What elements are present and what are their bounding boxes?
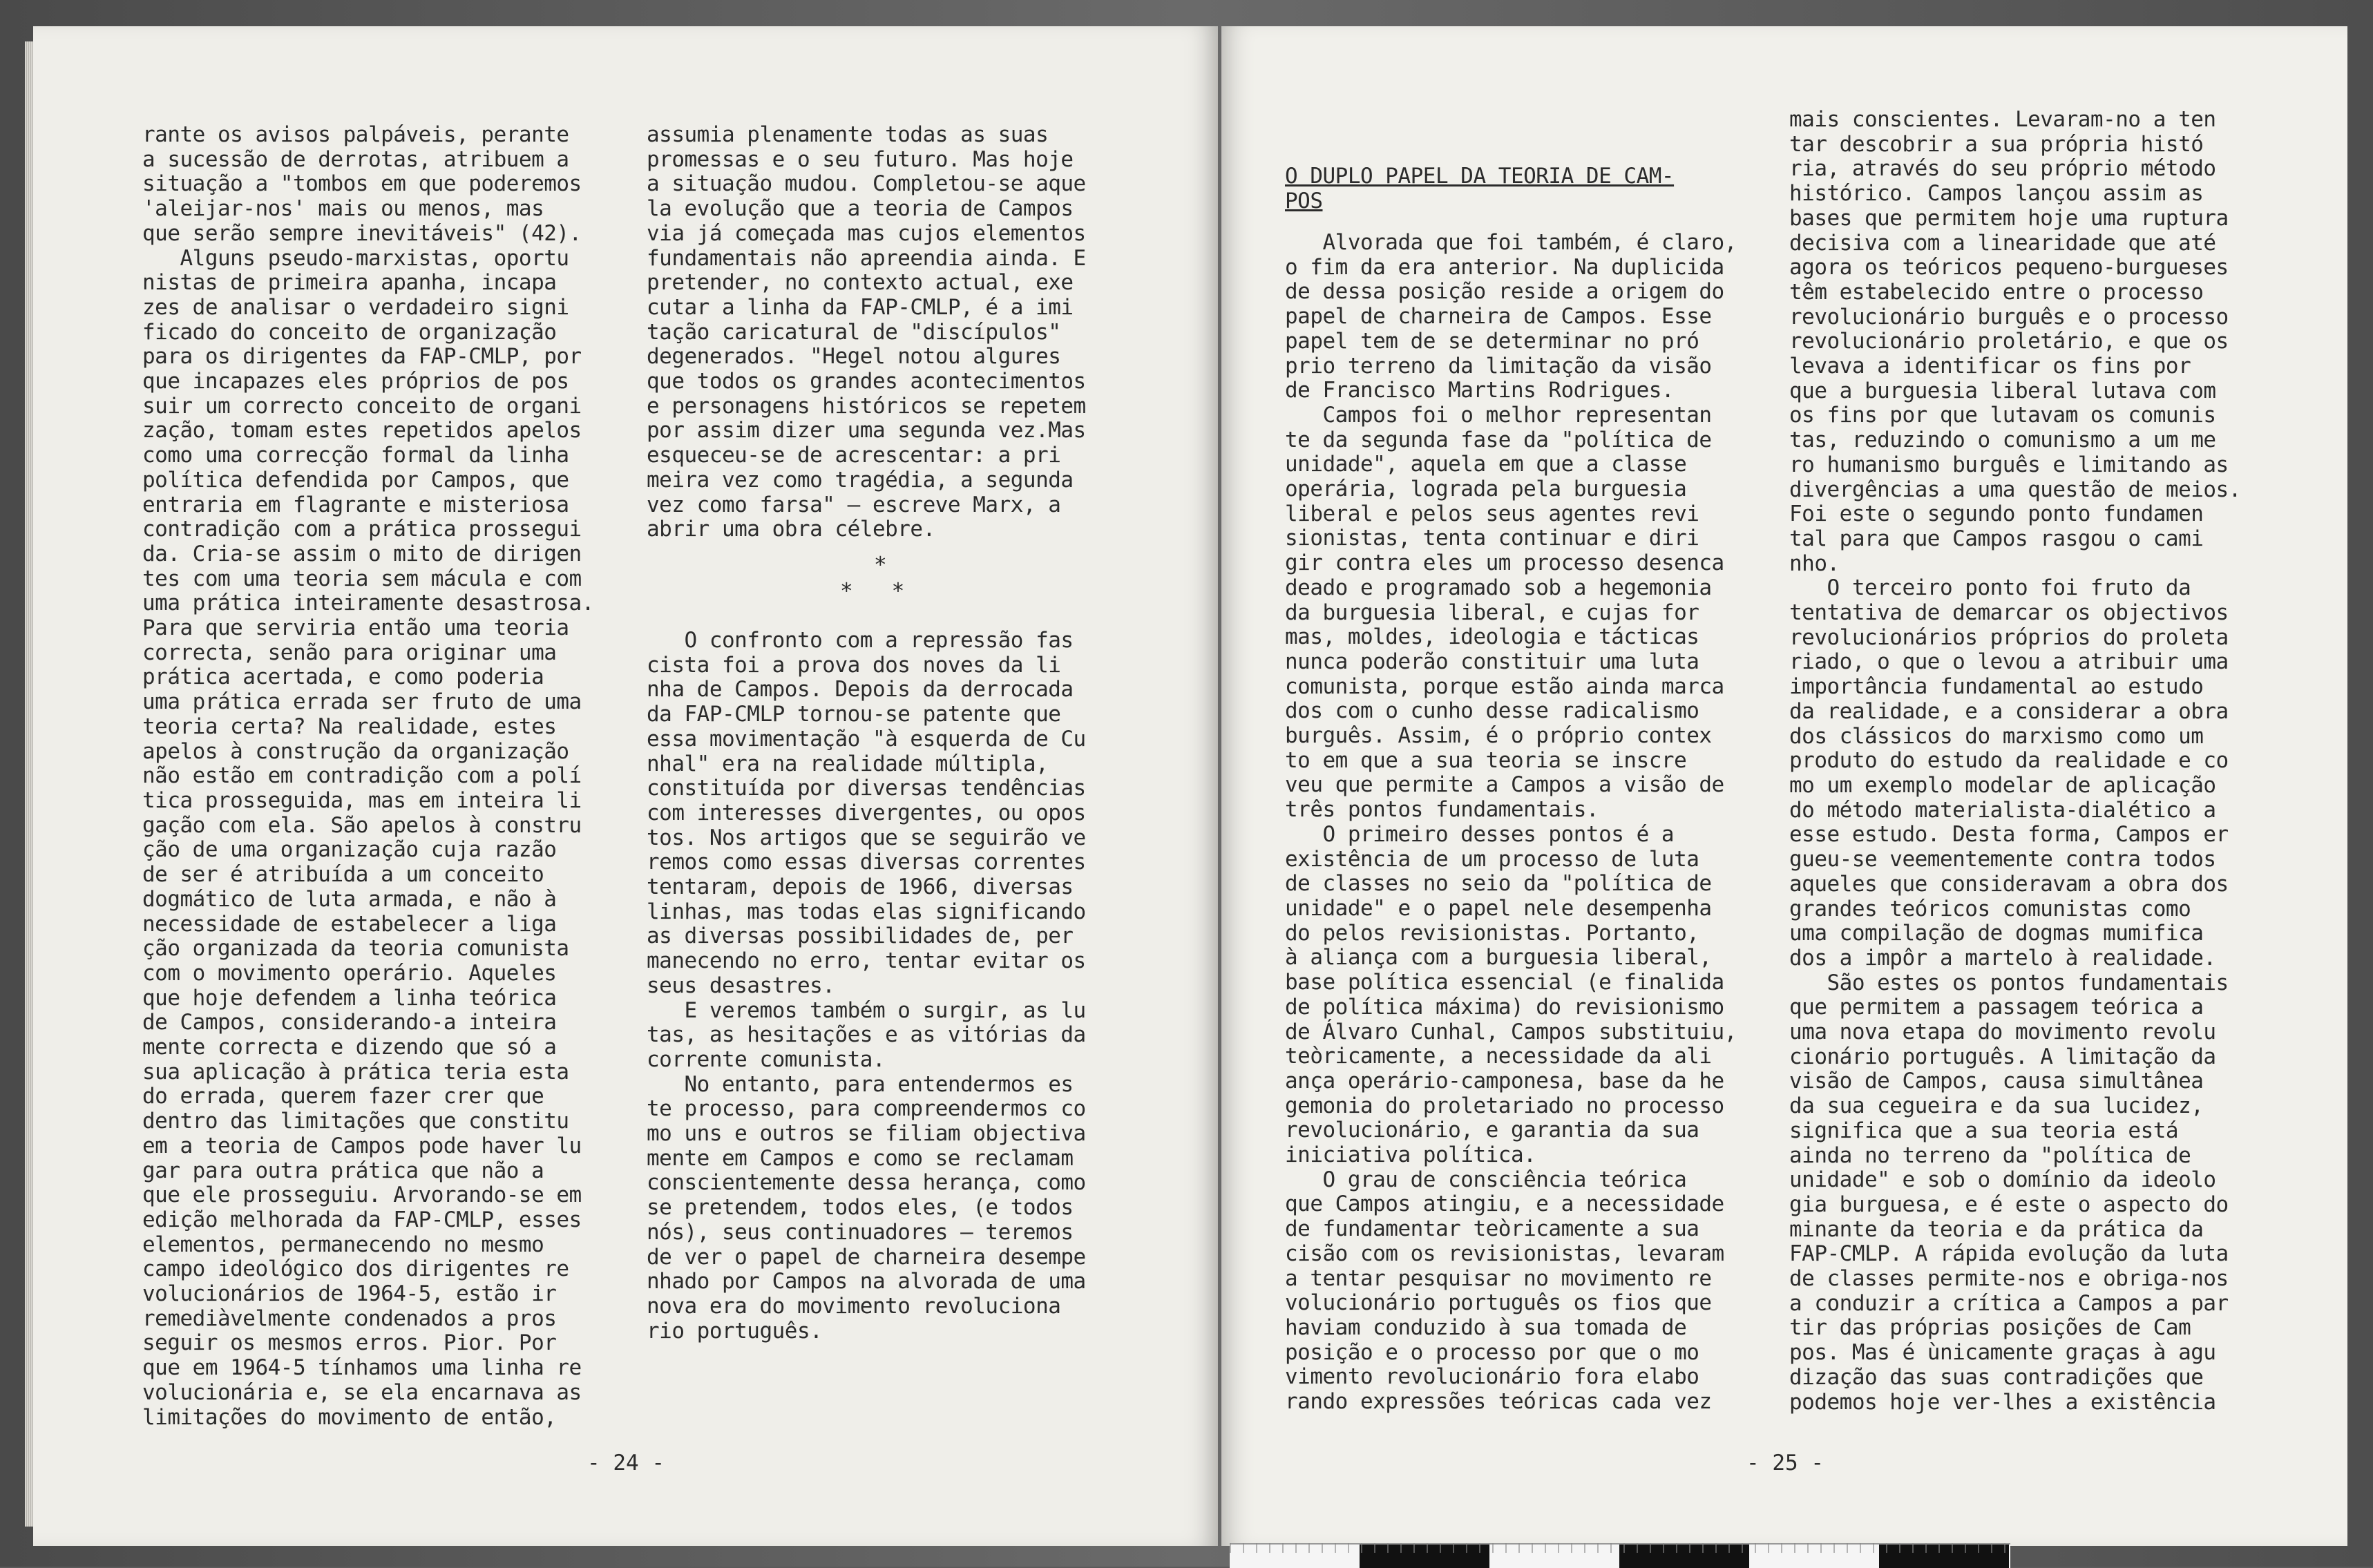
text-line: tas, reduzindo o comunismo a um me: [1789, 428, 2216, 453]
right-page: [1221, 26, 2347, 1546]
text-line: que em 1964-5 tínhamos uma linha re: [142, 1355, 582, 1381]
text-line: esse estudo. Desta forma, Campos er: [1789, 822, 2229, 848]
text-line: burguês. Assim, é o próprio contex: [1285, 723, 1712, 749]
text-line: ança operário-camponesa, base da he: [1285, 1068, 1724, 1093]
text-line: divergências a uma questão de meios.: [1789, 477, 2241, 502]
text-line: essa movimentação "à esquerda de Cu: [647, 726, 1086, 752]
text-line: edição melhorada da FAP-CMLP, esses: [142, 1207, 582, 1232]
text-line: que hoje defendem a linha teórica: [142, 985, 557, 1011]
text-line: to em que a sua teoria se inscre: [1285, 747, 1687, 773]
text-line: tos. Nos artigos que se seguirão ve: [647, 825, 1086, 850]
text-line: da realidade, e a considerar a obra: [1789, 698, 2229, 724]
text-line: pretender, no contexto actual, exe: [647, 270, 1074, 296]
text-line: elementos, permanecendo no mesmo: [142, 1232, 544, 1257]
section-title: [1285, 164, 1674, 213]
text-line: decisiva com a linearidade que até: [1789, 230, 2216, 256]
text-line: uma compilação de dogmas mumifica: [1789, 921, 2204, 946]
text-line: veu que permite a Campos a visão de: [1285, 772, 1724, 798]
text-line: grandes teóricos comunistas como: [1789, 896, 2191, 921]
text-line: de Álvaro Cunhal, Campos substituiu,: [1285, 1019, 1737, 1044]
right-column-2: [1789, 108, 2241, 1415]
text-line: e personagens históricos se repetem: [647, 393, 1086, 419]
text-line: situação a "tombos em que poderemos: [142, 171, 582, 197]
text-line: meira vez como tragédia, a segunda: [647, 467, 1074, 493]
text-line: unidade" e sob o domínio da ideolo: [1789, 1167, 2216, 1193]
text-line: correcta, senão para originar uma: [142, 640, 557, 665]
text-line: importância fundamental ao estudo: [1789, 674, 2204, 700]
text-line: teòricamente, a necessidade da ali: [1285, 1044, 1712, 1069]
text-line: limitações do movimento de então,: [142, 1404, 557, 1430]
text-line: vez como farsa" — escreve Marx, a: [647, 492, 1061, 517]
text-line: tação caricatural de "discípulos": [647, 319, 1061, 345]
text-line: entraria em flagrante e misteriosa: [142, 492, 569, 517]
right-column-1: [1285, 231, 1737, 1415]
text-line: tir das próprias posições de Cam: [1789, 1315, 2191, 1341]
text-line: ainda no terreno da "política de: [1789, 1142, 2191, 1168]
text-line: tentativa de demarcar os objectivos: [1789, 600, 2229, 626]
text-line: teoria certa? Na realidade, estes: [142, 714, 557, 739]
text-line: la evolução que a teoria de Campos: [647, 196, 1074, 222]
text-line: não estão em contradição com a polí: [142, 763, 582, 789]
text-line: dogmático de luta armada, e não à: [142, 886, 557, 912]
text-line: comunista, porque estão ainda marca: [1285, 673, 1724, 699]
text-line: a conduzir a crítica a Campos a par: [1789, 1290, 2229, 1316]
left-column-2a: [647, 123, 1086, 542]
text-line: significa que a sua teoria está: [1789, 1118, 2179, 1143]
text-line: nunca poderão constituir uma luta: [1285, 649, 1699, 674]
scale-ticks: [1230, 1543, 2010, 1553]
text-line: seguir os mesmos erros. Pior. Por: [142, 1330, 557, 1356]
text-line: nós), seus continuadores — teremos: [647, 1219, 1074, 1245]
text-line: mente em Campos e como se reclamam: [647, 1145, 1074, 1171]
text-line: rio português.: [647, 1318, 823, 1344]
text-line: o fim da era anterior. Na duplicida: [1285, 254, 1724, 280]
text-line: tas, as hesitações e as vitórias da: [647, 1022, 1086, 1048]
text-line: se pretendem, todos eles, (e todos: [647, 1195, 1074, 1221]
text-line: remediàvelmente condenados a pros: [142, 1306, 557, 1331]
text-line: gueu-se veementemente contra todos: [1789, 847, 2216, 872]
text-line: papel de charneira de Campos. Esse: [1285, 304, 1712, 329]
text-line: promessas e o seu futuro. Mas hoje: [647, 146, 1074, 172]
text-line: as diversas possibilidades de, per: [647, 924, 1074, 949]
text-line: abrir uma obra célebre.: [647, 517, 935, 542]
text-line: como uma correcção formal da linha: [142, 443, 569, 468]
text-line: necessidade de estabelecer a liga: [142, 911, 557, 937]
text-line: levava a identificar os fins por: [1789, 354, 2191, 379]
text-line: produto do estudo da realidade e co: [1789, 748, 2229, 774]
text-line: remos como essas diversas correntes: [647, 850, 1086, 875]
text-line: ria, através do seu próprio método: [1789, 156, 2216, 182]
text-line: política defendida por Campos, que: [142, 467, 569, 493]
text-line: volucionária e, se ela encarnava as: [142, 1379, 582, 1405]
text-line: de Campos, considerando-a inteira: [142, 1010, 557, 1035]
text-line: de Francisco Martins Rodrigues.: [1285, 378, 1675, 403]
text-line: base política essencial (e finalida: [1285, 970, 1724, 995]
text-line: manecendo no erro, tentar evitar os: [647, 948, 1086, 974]
text-line: riado, o que o levou a atribuir uma: [1789, 649, 2229, 675]
text-line: nhado por Campos na alvorada de uma: [647, 1269, 1086, 1294]
left-page: [33, 26, 1218, 1546]
text-line: que incapazes eles próprios de pos: [142, 369, 569, 394]
left-column-1: [142, 123, 594, 1430]
text-line: Para que serviria então uma teoria: [142, 615, 569, 641]
text-line: visão de Campos, causa simultânea: [1789, 1069, 2204, 1094]
text-line: com interesses divergentes, ou opos: [647, 800, 1086, 825]
text-line: a sucessão de derrotas, atribuem a: [142, 146, 569, 172]
text-line: prática acertada, e como poderia: [142, 665, 544, 690]
text-line: dos com o cunho desse radicalismo: [1285, 698, 1699, 724]
text-line: conscientemente dessa herança, como: [647, 1170, 1086, 1196]
text-line: tica prosseguida, mas em inteira li: [142, 787, 582, 813]
text-line: posição e o processo por que o mo: [1285, 1339, 1699, 1365]
text-line: agora os teóricos pequeno-burgueses: [1789, 255, 2229, 280]
text-line: Alguns pseudo-marxistas, oportu: [142, 245, 569, 271]
text-line: FAP-CMLP. A rápida evolução da luta: [1789, 1241, 2229, 1267]
text-line: revolucionário proletário, e que os: [1789, 329, 2229, 354]
text-line: Alvorada que foi também, é claro,: [1285, 230, 1737, 255]
text-line: de classes no seio da "política de: [1285, 871, 1712, 897]
text-line: de ver o papel de charneira desempe: [647, 1244, 1086, 1270]
text-line: volucionários de 1964-5, estão ir: [142, 1281, 557, 1307]
text-line: rando expressões teóricas cada vez: [1285, 1389, 1712, 1415]
page-number-right: - 25 -: [1746, 1451, 1824, 1475]
text-line: mente correcta e dizendo que só a: [142, 1035, 557, 1060]
text-line: cista foi a prova dos noves da li: [647, 652, 1061, 678]
text-line: suir um correcto conceito de organi: [142, 393, 582, 419]
text-line: do errada, querem fazer crer que: [142, 1084, 544, 1109]
text-line: mo uns e outros se filiam objectiva: [647, 1121, 1086, 1147]
page-number-left: - 24 -: [587, 1451, 665, 1475]
text-line: gia burguesa, e é este o aspecto do: [1789, 1192, 2229, 1217]
text-line: de fundamentar teòricamente a sua: [1285, 1216, 1699, 1242]
text-line: nho.: [1789, 551, 1840, 576]
text-line: deado e programado sob a hegemonia: [1285, 575, 1712, 600]
text-line: mas, moldes, ideologia e tácticas: [1285, 624, 1699, 650]
text-line: constituída por diversas tendências: [647, 776, 1086, 801]
text-line: zação, tomam estes repetidos apelos: [142, 418, 582, 443]
text-line: de dessa posição reside a origem do: [1285, 279, 1724, 305]
text-line: da. Cria-se assim o mito de dirigen: [142, 541, 582, 566]
text-line: O grau de consciência teórica: [1285, 1167, 1687, 1192]
text-line: que serão sempre inevitáveis" (42).: [142, 220, 582, 246]
text-line: da burguesia liberal, e cujas for: [1285, 600, 1699, 625]
text-line: têm estabelecido entre o processo: [1789, 279, 2204, 305]
text-line: podemos hoje ver-lhes a existência: [1789, 1389, 2216, 1415]
text-line: prio terreno da limitação da visão: [1285, 353, 1712, 379]
text-line: de classes permite-nos e obriga-nos: [1789, 1266, 2229, 1292]
text-line: tentaram, depois de 1966, diversas: [647, 874, 1074, 900]
text-line: E veremos também o surgir, as lu: [647, 997, 1086, 1023]
text-line: bases que permitem hoje uma ruptura: [1789, 205, 2229, 231]
text-line: vimento revolucionário fora elabo: [1285, 1364, 1699, 1390]
text-line: sionistas, tenta continuar e diri: [1285, 526, 1699, 551]
text-line: do pelos revisionistas. Portanto,: [1285, 920, 1699, 946]
text-line: ção organizada da teoria comunista: [142, 936, 569, 962]
text-line: ção de uma organização cuja razão: [142, 837, 557, 863]
text-line: iniciativa política.: [1285, 1142, 1536, 1168]
text-line: revolucionários próprios do proleta: [1789, 624, 2229, 650]
text-line: dentro das limitações que constitu: [142, 1109, 569, 1134]
text-line: que permitem a passagem teórica a: [1789, 995, 2204, 1020]
text-line: uma prática errada ser fruto de uma: [142, 689, 582, 715]
text-line: que Campos atingiu, e a necessidade: [1285, 1192, 1724, 1217]
text-line: Campos foi o melhor representan: [1285, 402, 1712, 428]
text-line: cisão com os revisionistas, levaram: [1285, 1241, 1724, 1266]
text-line: corrente comunista.: [647, 1046, 886, 1072]
text-line: tar descobrir a sua própria histó: [1789, 131, 2204, 157]
text-line: à aliança com a burguesia liberal,: [1285, 945, 1712, 971]
text-line: 'aleijar-nos' mais ou menos, mas: [142, 196, 544, 222]
text-line: papel tem de se determinar no pró: [1285, 328, 1699, 354]
text-line: O confronto com a repressão fas: [647, 628, 1074, 653]
text-line: que a burguesia liberal lutava com: [1789, 378, 2216, 403]
text-line: dos clássicos do marxismo como um: [1789, 723, 2204, 749]
text-line: São estes os pontos fundamentais: [1789, 970, 2229, 995]
text-line: para os dirigentes da FAP-CMLP, por: [142, 344, 582, 370]
text-line: gir contra eles um processo desenca: [1285, 551, 1724, 576]
text-line: POS: [1285, 188, 1323, 213]
text-line: fundamentais não apreendia ainda. E: [647, 245, 1086, 271]
text-line: existência de um processo de luta: [1285, 846, 1699, 872]
text-line: dos a impôr a martelo à realidade.: [1789, 945, 2216, 971]
text-line: te processo, para compreendermos co: [647, 1096, 1086, 1122]
text-line: a tentar pesquisar no movimento re: [1285, 1265, 1712, 1291]
left-column-2b: [647, 629, 1086, 1344]
text-line: te da segunda fase da "política de: [1285, 427, 1712, 452]
text-line: que ele prosseguiu. Arvorando-se em: [142, 1183, 582, 1208]
text-line: nhal" era na realidade múltipla,: [647, 751, 1049, 776]
text-line: operária, lograda pela burguesia: [1285, 477, 1687, 502]
text-line: contradição com a prática prossegui: [142, 517, 582, 542]
text-line: de política máxima) do revisionismo: [1285, 994, 1724, 1020]
section-separator-top: *: [874, 553, 887, 577]
text-line: aqueles que consideravam a obra dos: [1789, 871, 2229, 897]
text-line: mo um exemplo modelar de aplicação: [1789, 772, 2216, 798]
text-line: os fins por que lutavam os comunis: [1789, 403, 2216, 428]
text-line: revolucionário, e garantia da sua: [1285, 1118, 1699, 1143]
text-line: com o movimento operário. Aqueles: [142, 960, 557, 986]
text-line: campo ideológico dos dirigentes re: [142, 1256, 569, 1282]
text-line: nova era do movimento revoluciona: [647, 1293, 1061, 1319]
text-line: cutar a linha da FAP-CMLP, é a imi: [647, 294, 1074, 320]
text-line: via já começada mas cujos elementos: [647, 220, 1086, 246]
text-line: minante da teoria e da prática da: [1789, 1216, 2204, 1242]
text-line: por assim dizer uma segunda vez.Mas: [647, 418, 1086, 443]
text-line: tal para que Campos rasgou o cami: [1789, 526, 2204, 551]
text-line: uma prática inteiramente desastrosa.: [142, 591, 594, 616]
text-line: gação com ela. São apelos à constru: [142, 812, 582, 838]
text-line: tes com uma teoria sem mácula e com: [142, 566, 582, 591]
text-line: gemonia do proletariado no processo: [1285, 1093, 1724, 1118]
text-line: do método materialista-dialético a: [1789, 797, 2216, 823]
text-line: que todos os grandes acontecimentos: [647, 369, 1086, 394]
text-line: ficado do conceito de organização: [142, 319, 557, 345]
text-line: zes de analisar o verdadeiro signi: [142, 294, 569, 320]
text-line: O terceiro ponto foi fruto da: [1789, 575, 2191, 601]
text-line: dização das suas contradições que: [1789, 1364, 2204, 1390]
text-line: de ser é atribuída a um conceito: [142, 862, 544, 888]
text-line: Foi este o segundo ponto fundamen: [1789, 501, 2204, 527]
text-line: cionário português. A limitação da: [1789, 1044, 2216, 1069]
text-line: assumia plenamente todas as suas: [647, 122, 1049, 147]
text-line: a situação mudou. Completou-se aque: [647, 171, 1086, 197]
text-line: três pontos fundamentais.: [1285, 797, 1599, 823]
text-line: No entanto, para entendermos es: [647, 1071, 1074, 1097]
text-line: mais conscientes. Levaram-no a ten: [1789, 107, 2216, 132]
text-line: da FAP-CMLP tornou-se patente que: [647, 702, 1061, 727]
text-line: gar para outra prática que não a: [142, 1158, 544, 1183]
text-line: pos. Mas é ùnicamente graças à agu: [1789, 1340, 2216, 1366]
text-line: rante os avisos palpáveis, perante: [142, 122, 569, 147]
text-line: haviam conduzido à sua tomada de: [1285, 1314, 1687, 1340]
text-line: sua aplicação à prática teria esta: [142, 1059, 569, 1084]
text-line: da sua cegueira e da sua lucidez,: [1789, 1093, 2204, 1119]
text-line: unidade", aquela em que a classe: [1285, 452, 1687, 477]
text-line: em a teoria de Campos pode haver lu: [142, 1133, 582, 1158]
text-line: volucionário português os fios que: [1285, 1290, 1712, 1316]
text-line: histórico. Campos lançou assim as: [1789, 181, 2204, 207]
text-line: O primeiro desses pontos é a: [1285, 821, 1675, 847]
text-line: nha de Campos. Depois da derrocada: [647, 677, 1074, 702]
text-line: ro humanismo burguês e limitando as: [1789, 452, 2229, 477]
text-line: linhas, mas todas elas significando: [647, 899, 1086, 924]
text-line: apelos à construção da organização: [142, 738, 569, 764]
text-line: nistas de primeira apanha, incapa: [142, 270, 557, 296]
text-line: revolucionário burguês e o processo: [1789, 304, 2229, 329]
text-line: unidade" e o papel nele desempenha: [1285, 895, 1712, 921]
section-separator-bottom: * *: [840, 579, 905, 604]
text-line: degenerados. "Hegel notou algures: [647, 344, 1061, 370]
text-line: seus desastres.: [647, 973, 835, 998]
text-line: uma nova etapa do movimento revolu: [1789, 1020, 2216, 1045]
text-line: liberal e pelos seus agentes revi: [1285, 501, 1699, 526]
text-line: O DUPLO PAPEL DA TEORIA DE CAM-: [1285, 164, 1675, 189]
text-line: esqueceu-se de acrescentar: a pri: [647, 443, 1061, 468]
